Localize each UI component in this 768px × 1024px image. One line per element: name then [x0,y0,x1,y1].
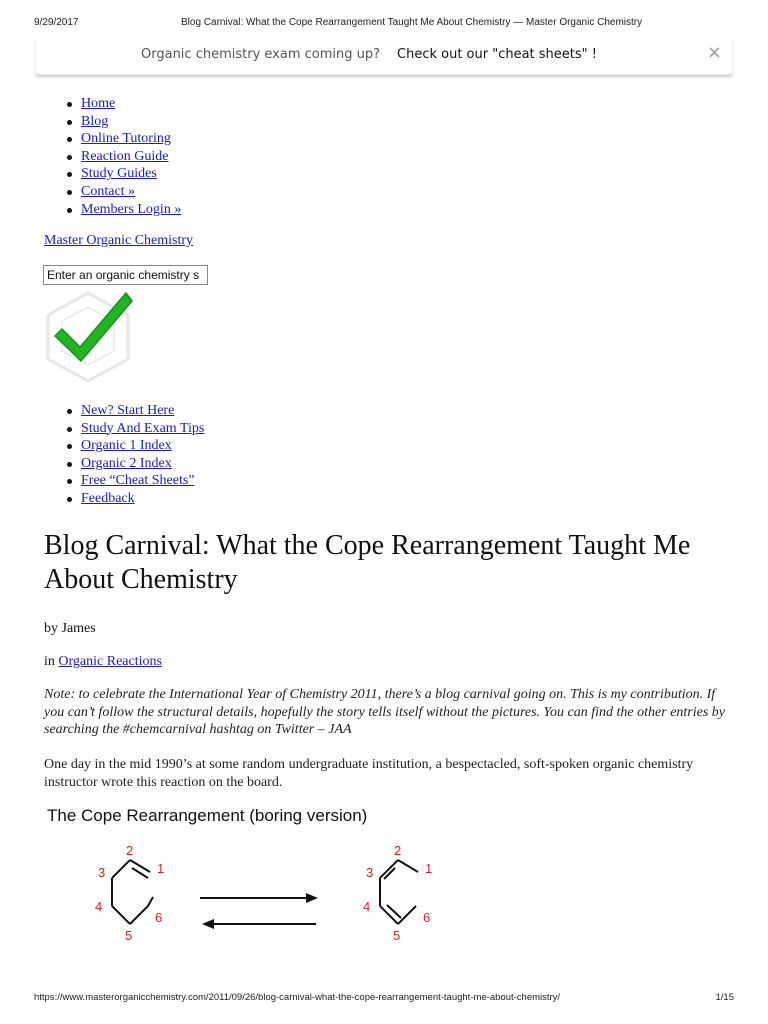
reactant-label-6: 6 [155,910,163,925]
site-name-link[interactable]: Master Organic Chemistry [44,233,194,248]
cope-rearrangement-diagram [90,840,450,950]
nav-link-contact[interactable]: Contact » [81,183,136,199]
reactant-label-2: 2 [126,843,134,858]
print-url: https://www.masterorganicchemistry.com/2011/09/26/blog-carnival-what-the-cope-rearrangement-taught-me-about-chemistry/ [34,992,561,1003]
bond-c5-c6 [130,906,148,924]
print-document-title: Blog Carnival: What the Cope Rearrangement Taught Me About Chemistry — Master Organic Chemistry [181,17,643,28]
nav-link-reaction-guide[interactable]: Reaction Guide [81,148,169,164]
post-title: Blog Carnival: What the Cope Rearrangement Taught Me About Chemistry [44,530,691,595]
secondary-nav [0,402,481,508]
nav-link-members-login[interactable]: Members Login » [81,201,182,217]
reactant-label-4: 4 [95,899,103,914]
nav-item-reaction-guide [81,148,481,166]
product-label-6: 6 [423,910,431,925]
nav-link-online-tutoring[interactable]: Online Tutoring [81,131,171,147]
category-link[interactable]: Organic Reactions [58,654,162,669]
subnav-item-cheat-sheets [81,472,481,490]
product-bond-c4-c5 [380,906,398,924]
reactant-label-1: 1 [157,861,165,876]
nav-item-contact [81,183,481,201]
cheat-sheet-banner [36,38,732,75]
nav-item-study-guides [81,165,481,183]
product-label-2: 2 [394,843,402,858]
main-nav [0,95,481,218]
forward-arrowhead [306,893,318,903]
nav-link-home[interactable]: Home [81,96,116,111]
nav-link-study-guides[interactable]: Study Guides [81,166,157,182]
bond-c2-c1 [130,860,150,872]
subnav-link-study-tips[interactable]: Study And Exam Tips [81,420,205,436]
product-label-3: 3 [366,865,374,880]
post-category [44,654,162,670]
subnav-link-cheat-sheets[interactable]: Free “Cheat Sheets” [81,473,195,489]
close-icon[interactable]: × [706,42,722,63]
subnav-item-organic-1 [81,437,481,455]
subnav-link-organic-1[interactable]: Organic 1 Index [81,438,172,454]
subnav-item-feedback [81,490,481,508]
post-paragraph: One day in the mid 1990’s at some random undergraduate institution, a bespectacled, soft-spoken organic chemistry instructor wrote this reaction on the board. [44,757,694,790]
reactant-label-5: 5 [125,928,133,943]
bond-c2-c3 [112,860,130,878]
equilibrium-arrows [200,893,318,929]
product-label-1: 1 [425,861,433,876]
post-byline: by James [44,621,96,636]
print-page-number: 1/15 [715,992,734,1003]
bond-c6-double [148,897,153,906]
nav-link-blog[interactable]: Blog [81,113,109,129]
banner-message: Organic chemistry exam coming up? [141,47,381,62]
subnav-link-start-here[interactable]: New? Start Here [81,403,175,418]
subnav-item-study-tips [81,420,481,438]
product-structure [380,860,418,924]
checkmark-hexagon-logo[interactable] [40,285,135,385]
product-numbers [363,843,432,943]
print-date: 9/29/2017 [34,17,79,28]
subnav-link-feedback[interactable]: Feedback [81,490,135,506]
subnav-item-organic-2 [81,455,481,473]
product-bond-c5-c6 [398,906,416,924]
banner-cta-link[interactable]: Check out our "cheat sheets" ! [397,47,597,62]
reactant-label-3: 3 [98,865,106,880]
bond-c4-c5 [112,906,130,924]
product-bond-c2-c1 [398,860,418,872]
diagram-title: The Cope Rearrangement (boring version) [47,806,368,825]
subnav-item-start-here [81,402,481,420]
reverse-arrowhead [202,919,214,929]
product-label-5: 5 [393,928,401,943]
reactant-numbers [95,843,164,943]
category-prefix: in [44,654,55,669]
nav-item-home [81,95,481,113]
nav-item-members-login [81,201,481,219]
post-note: Note: to celebrate the International Year of Chemistry 2011, there’s a blog carnival going on. This is my contribution. If you can’t follow the structural details, hopefully the story tells itself without the pictures. You can find the other entries by searching the #chemcarnival hashtag on Twitter – JAA [44,687,726,738]
nav-item-online-tutoring [81,130,481,148]
print-header [34,17,734,31]
search-input[interactable]: Enter an organic chemistry s [43,265,208,285]
nav-item-blog [81,113,481,131]
product-label-4: 4 [363,899,371,914]
subnav-link-organic-2[interactable]: Organic 2 Index [81,455,172,471]
reactant-structure [112,860,153,924]
